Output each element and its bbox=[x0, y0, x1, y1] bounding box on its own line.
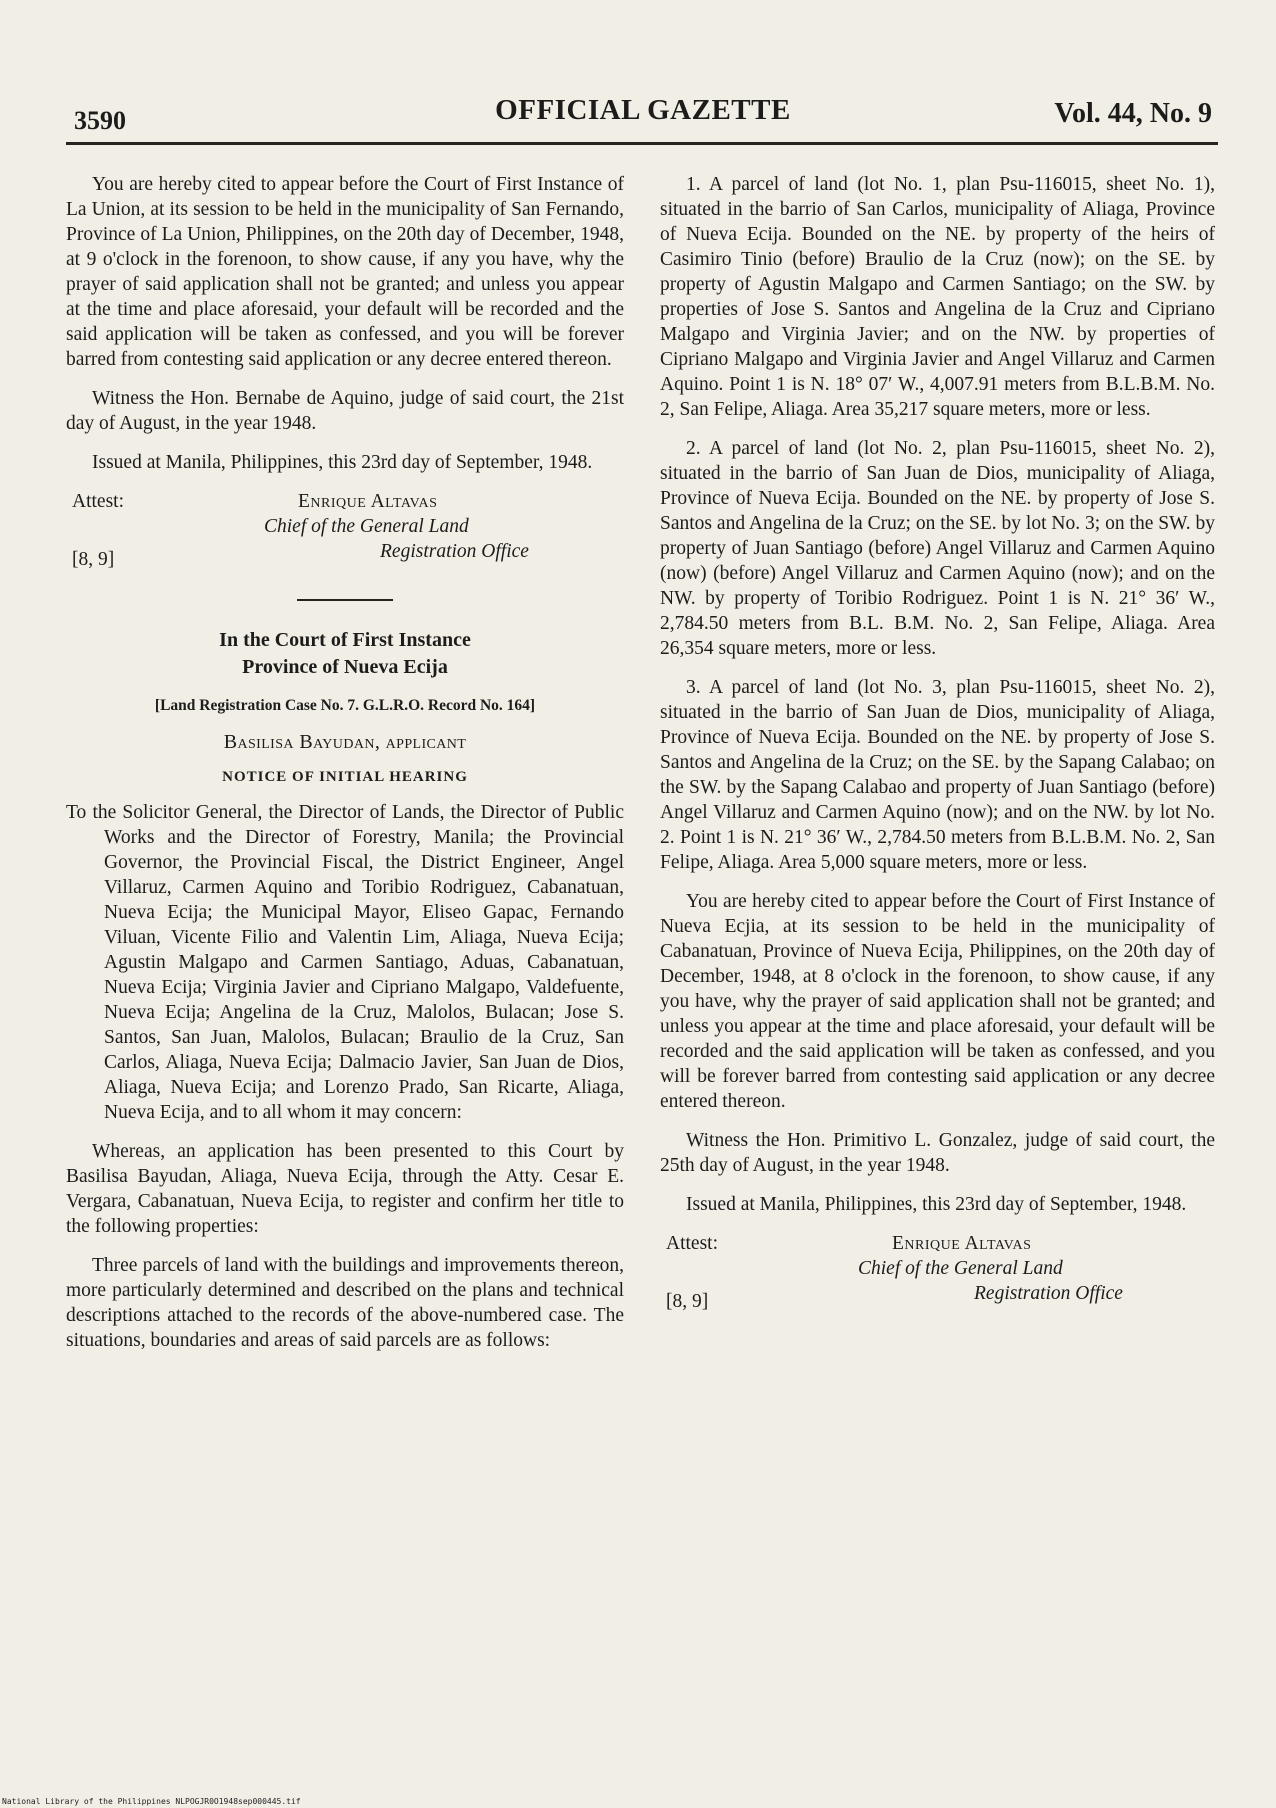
volume-number: Vol. 44, No. 9 bbox=[1054, 98, 1212, 129]
notice-title: NOTICE OF INITIAL HEARING bbox=[222, 769, 468, 785]
attest-name-right: Enrique Altavas bbox=[892, 1233, 1032, 1254]
left-column bbox=[66, 172, 624, 1367]
parcels-intro-paragraph: Three parcels of land with the buildings and improvements thereon, more particularly determined and described on the plans and technical descriptions attached to the records of the above-numbered case. The situations, boundaries and areas of said parcels are as follows: bbox=[66, 1255, 624, 1351]
court-heading bbox=[66, 627, 624, 681]
page-number: 3590 bbox=[74, 106, 126, 135]
attest-role-line2: Registration Office bbox=[380, 541, 529, 562]
right-column bbox=[660, 172, 1215, 1341]
witness-paragraph: Witness the Hon. Bernabe de Aquino, judge of said court, the 21st day of August, in the year 1948. bbox=[66, 388, 624, 434]
attest-name: Enrique Altavas bbox=[298, 491, 438, 512]
attest-label: Attest: bbox=[72, 491, 124, 512]
attest-role-line2-right: Registration Office bbox=[974, 1283, 1123, 1304]
cited-paragraph-nueva-ecija: You are hereby cited to appear before the Court of First Instance of Nueva Ecjia, at its session to be held in the municipality of Cabanatuan, Province of Nueva Ecija, Philippines, on the 20th day of December, 1948, at 8 o'clock in the forenoon, to show cause, if any you have, why the prayer of said application shall not be granted; and unless you appear at the time and place aforesaid, your default will be recorded and the said application will be taken as confessed, and you will be forever barred from contesting said application or any decree entered thereon. bbox=[660, 891, 1215, 1112]
scan-footer: National Library of the Philippines NLPOGJR0O1948sep000445.tif bbox=[2, 1797, 301, 1806]
attest-role-line1: Chief of the General Land bbox=[264, 516, 469, 537]
applicant-line: Basilisa Bayudan, applicant bbox=[223, 731, 467, 753]
page-header bbox=[74, 92, 1212, 135]
attestation-block-right bbox=[660, 1231, 1215, 1323]
cited-paragraph-la-union: You are hereby cited to appear before the Court of First Instance of La Union, at its session to be held in the municipality of San Fernando, Province of La Union, Philippines, on the 20th day of December, 1948, at 9 o'clock in the forenoon, to show cause, if any you have, why the prayer of said application shall not be granted; and unless you appear at the time and place aforesaid, your default will be recorded and the said application will be taken as confessed, and you will be forever barred from contesting said application or any decree entered thereon. bbox=[66, 174, 624, 370]
court-heading-line2: Province of Nueva Ecija bbox=[242, 656, 448, 678]
parcel-2-paragraph: 2. A parcel of land (lot No. 2, plan Psu-116015, sheet No. 2), situated in the barrio of San Juan de Dios, municipality of Aliaga, Province of Nueva Ecija. Bounded on the NE. by property of Jose S. Santos and Angelina de la Cruz; on the SE. by lot No. 3; on the SW. by property of Juan Santiago (before) Angel Villaruz and Carmen Aquino (now) (before) Angel Villaruz and Carmen Aquino (now); and on the NW. by property of Toribio Rodriguez. Point 1 is N. 21° 36′ W., 2,784.50 meters from B.L. B.M. No. 2, San Felipe, Aliaga. Area 26,354 square meters, more or less. bbox=[660, 438, 1215, 659]
section-divider bbox=[297, 599, 393, 601]
parcel-3-paragraph: 3. A parcel of land (lot No. 3, plan Psu-116015, sheet No. 2), situated in the barrio of San Juan de Dios, municipality of Aliaga, Province of Nueva Ecija. Bounded on the NE. by property of Jose S. Santos and Angelina de la Cruz; on the SE. by the Sapang Calabao; on the SW. by the Sapang Calabao and property of Juan Santiago (before) Angel Villaruz and Carmen Aquino (now); and on the NW. by lot No. 2. Point 1 is N. 21° 36′ W., 2,784.50 meters from B.L.B.M. No. 2, San Felipe, Aliaga. Area 5,000 square meters, more or less. bbox=[660, 677, 1215, 873]
issue-reference-right: [8, 9] bbox=[666, 1291, 709, 1312]
witness-paragraph-right: Witness the Hon. Primitivo L. Gonzalez, judge of said court, the 25th day of August, in the year 1948. bbox=[660, 1130, 1215, 1176]
publication-title: OFFICIAL GAZETTE bbox=[495, 94, 791, 126]
attest-label-right: Attest: bbox=[666, 1233, 718, 1254]
case-line: [Land Registration Case No. 7. G.L.R.O. Record No. 164] bbox=[154, 697, 536, 714]
issue-reference: [8, 9] bbox=[72, 549, 115, 570]
attestation-block bbox=[66, 489, 624, 581]
issued-paragraph: Issued at Manila, Philippines, this 23rd day of September, 1948. bbox=[92, 452, 593, 473]
addressees-paragraph: To the Solicitor General, the Director of Lands, the Director of Public Works and the Director of Forestry, Manila; the Provincial Governor, the Provincial Fiscal, the District Engineer, Angel Villaruz, Carmen Aquino and Toribio Rodriguez, Cabanatuan, Nueva Ecija; the Municipal Mayor, Eliseo Gapac, Fernando Viluan, Vicente Filio and Valentin Lim, Aliaga, Nueva Ecija; Agustin Malgapo and Carmen Santiago, Aduas, Cabanatuan, Nueva Ecija; Virginia Javier and Cipriano Malgapo, Valdefuente, Nueva Ecija; Angelina de la Cruz, Malolos, Bulacan; Jose S. Santos, San Juan, Malolos, Bulacan; Braulio de la Cruz, San Carlos, Aliaga, Nueva Ecija; Dalmacio Javier, San Juan de Dios, Aliaga, Nueva Ecija; and Lorenzo Prado, San Ricarte, Aliaga, Nueva Ecija, and to all whom it may concern: bbox=[66, 802, 624, 1123]
header-rule bbox=[66, 142, 1218, 145]
parcel-1-paragraph: 1. A parcel of land (lot No. 1, plan Psu-116015, sheet No. 1), situated in the barrio of San Carlos, municipality of Aliaga, Province of Nueva Ecija. Bounded on the NE. by property of the heirs of Casimiro Tinio (before) Braulio de la Cruz (now); on the SE. by property of Agustin Malgapo and Carmen Santiago; on the SW. by properties of Jose S. Santos and Angelina de la Cruz and Cipriano Malgapo and Virginia Javier; and on the NW. by properties of Cipriano Malgapo and Virginia Javier and Angel Villaruz and Carmen Aquino. Point 1 is N. 18° 07′ W., 4,007.91 meters from B.L.B.M. No. 2, San Felipe, Aliaga. Area 35,217 square meters, more or less. bbox=[660, 174, 1215, 420]
whereas-paragraph: Whereas, an application has been presented to this Court by Basilisa Bayudan, Aliaga, Nueva Ecija, through the Atty. Cesar E. Vergara, Cabanatuan, Nueva Ecija, to register and confirm her title to the following properties: bbox=[66, 1141, 624, 1237]
attest-role-line1-right: Chief of the General Land bbox=[858, 1258, 1063, 1279]
issued-paragraph-right: Issued at Manila, Philippines, this 23rd day of September, 1948. bbox=[686, 1194, 1187, 1215]
court-heading-line1: In the Court of First Instance bbox=[219, 629, 471, 651]
